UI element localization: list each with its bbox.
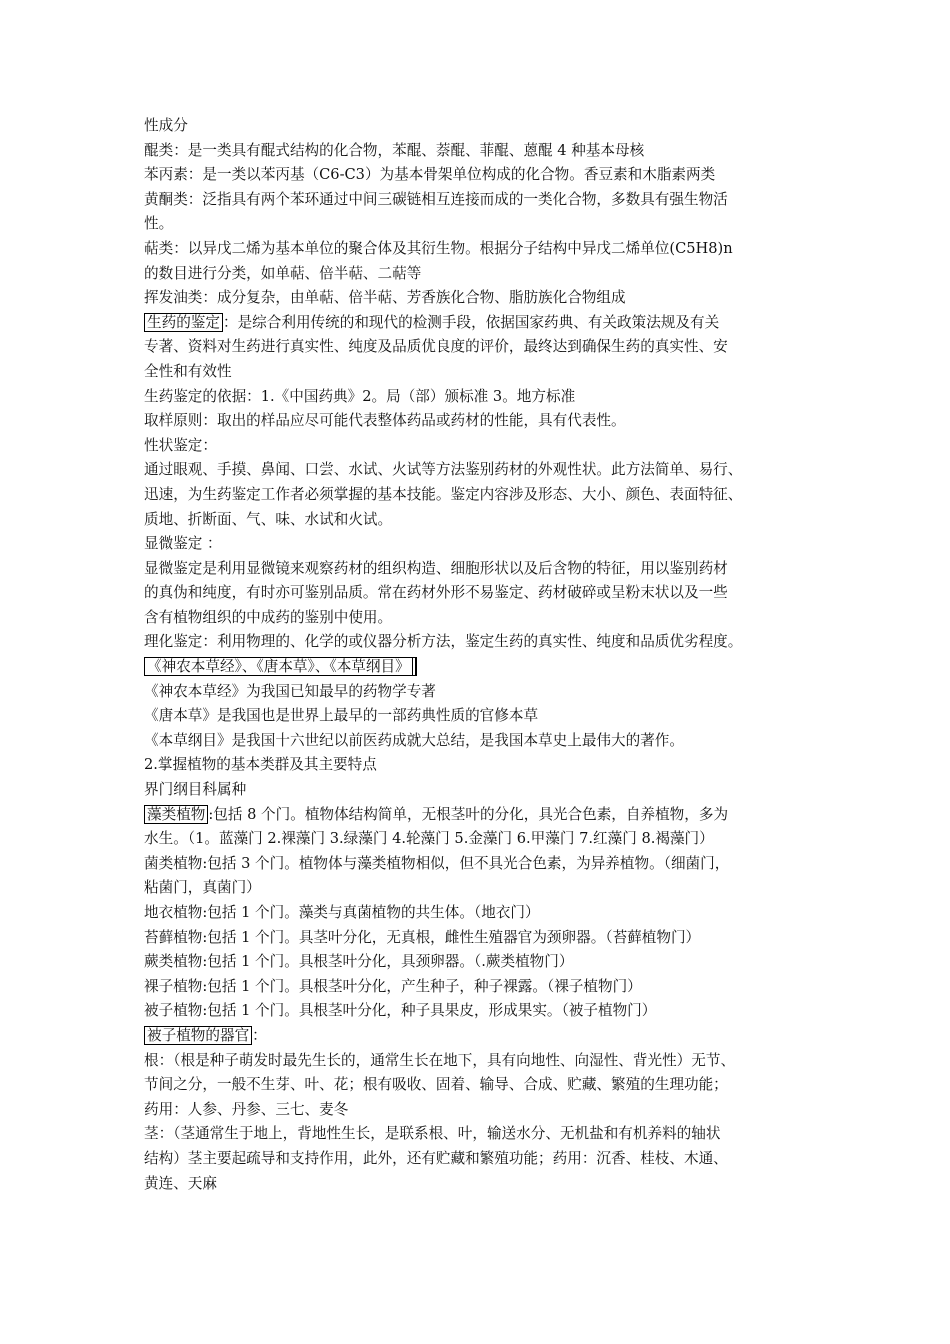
line-text: 《神农本草经》为我国已知最早的药物学专著	[144, 682, 436, 700]
text-line	[144, 483, 810, 508]
line-text: 含有植物组织的中成药的鉴别中使用。	[144, 608, 393, 626]
text-line	[144, 1073, 810, 1098]
line-text: 《本草纲目》是我国十六世纪以前医药成就大总结，是我国本草史上最伟大的著作。	[144, 731, 684, 749]
line-text: 生药鉴定的依据：1.《中国药典》2。局（部）颁标准 3。地方标准	[144, 387, 576, 405]
line-text: 裸子植物:包括 1 个门。具根茎叶分化，产生种子，种子裸露。（裸子植物门）	[144, 977, 642, 995]
line-text: 显微鉴定是利用显微镜来观察药材的组织构造、细胞形状以及后含物的特征，用以鉴别药材	[144, 559, 728, 577]
text-line	[144, 581, 810, 606]
text-line	[144, 655, 810, 680]
text-line	[144, 1024, 810, 1049]
line-text: 2.掌握植物的基本类群及其主要特点	[144, 756, 377, 774]
boxed-term: 生药的鉴定	[144, 313, 223, 332]
line-text: :包括 8 个门。植物体结构简单，无根茎叶的分化，具光合色素，自养植物，多为	[208, 805, 729, 823]
text-line	[144, 975, 810, 1000]
line-text: 萜类：以异戊二烯为基本单位的聚合体及其衍生物。根据分子结构中异戊二烯单位(C5H8)n	[144, 239, 733, 257]
text-line	[144, 409, 810, 434]
text-line	[144, 1049, 810, 1074]
line-text: 界门纲目科属种	[144, 781, 247, 799]
text-line	[144, 680, 810, 705]
text-line	[144, 926, 810, 951]
boxed-term: 藻类植物	[144, 805, 208, 824]
line-text: 挥发油类：成分复杂，由单萜、倍半萜、芳香族化合物、脂肪族化合物组成	[144, 289, 626, 307]
text-line	[144, 778, 810, 803]
text-line	[144, 827, 810, 852]
line-text: 黄酮类：泛指具有两个苯环通过中间三碳链相互连接而成的一类化合物，多数具有强生物活	[144, 190, 728, 208]
text-line	[144, 1098, 810, 1123]
line-text: 显微鉴定 ：	[144, 535, 222, 553]
text-line	[144, 335, 810, 360]
line-text: 迅速，为生药鉴定工作者必须掌握的基本技能。鉴定内容涉及形态、大小、颜色、表面特征、	[144, 485, 743, 503]
text-line	[144, 286, 810, 311]
line-text: 苔藓植物:包括 1 个门。具茎叶分化，无真根，雌性生殖器官为颈卵器。（苔藓植物门）	[144, 928, 701, 946]
line-text: 性成分	[144, 117, 188, 134]
line-text: 结构）茎主要起疏导和支持作用，此外，还有贮藏和繁殖功能；药用：沉香、桂枝、木通、	[144, 1149, 728, 1167]
text-line	[144, 950, 810, 975]
text-line	[144, 262, 810, 287]
line-text: ：	[252, 1026, 267, 1044]
text-line	[144, 803, 810, 828]
text-line	[144, 999, 810, 1024]
line-text: 的真伪和纯度，有时亦可鉴别品质。常在药材外形不易鉴定、药材破碎或呈粉末状以及一些	[144, 584, 728, 602]
line-text: ：是综合利用传统的和现代的检测手段，依据国家药典、有关政策法规及有关	[222, 313, 720, 331]
line-text: 取样原则：取出的样品应尽可能代表整体药品或药材的性能，具有代表性。	[144, 412, 626, 430]
text-line	[144, 311, 810, 336]
line-text: 水生。（1。蓝藻门 2.裸藻门 3.绿藻门 4.轮藻门 5.金藻门 6.甲藻门 7.红藻门 8.褐藻门）	[144, 830, 714, 848]
line-text: 性。	[144, 215, 174, 233]
boxed-term: 《神农本草经》、《唐本草》、《本草纲目》	[144, 657, 413, 676]
text-line	[144, 557, 810, 582]
line-text: 茎：（茎通常生于地上，背地性生长，是联系根、叶，输送水分、无机盐和有机养料的轴状	[144, 1125, 721, 1143]
line-text: 通过眼观、手摸、鼻闻、口尝、水试、火试等方法鉴别药材的外观性状。此方法简单、易行、	[144, 461, 743, 479]
text-line	[144, 385, 810, 410]
line-text: 质地、折断面、气、味、水试和火试。	[144, 510, 393, 528]
line-text: 性状鉴定：	[144, 436, 217, 454]
text-line	[144, 1172, 810, 1197]
text-line	[144, 114, 810, 139]
line-text: 根：（根是种子萌发时最先生长的，通常生长在地下，具有向地性、向湿性、背光性）无节、	[144, 1051, 736, 1069]
line-text: 专著、资料对生药进行真实性、纯度及品质优良度的评价，最终达到确保生药的真实性、安	[144, 338, 728, 356]
text-line	[144, 237, 810, 262]
text-line	[144, 360, 810, 385]
text-line	[144, 606, 810, 631]
document-page	[144, 114, 810, 1196]
line-text: 全性和有效性	[144, 362, 232, 380]
line-text: 药用：人参、丹参、三七、麦冬	[144, 1100, 349, 1118]
line-text: 节间之分，一般不生芽、叶、花；根有吸收、固着、输导、合成、贮藏、繁殖的生理功能；	[144, 1076, 728, 1094]
text-line	[144, 876, 810, 901]
text-line	[144, 729, 810, 754]
text-line	[144, 852, 810, 877]
text-line	[144, 630, 810, 655]
line-text: 的数目进行分类，如单萜、倍半萜、二萜等	[144, 264, 422, 282]
text-line	[144, 532, 810, 557]
boxed-term: 被子植物的器官	[144, 1026, 252, 1045]
line-text: 理化鉴定：利用物理的、化学的或仪器分析方法，鉴定生药的真实性、纯度和品质优劣程度。	[144, 633, 743, 651]
text-line	[144, 901, 810, 926]
line-text: 醌类：是一类具有醌式结构的化合物，苯醌、萘醌、菲醌、蒽醌 4 种基本母核	[144, 141, 645, 159]
line-text: 菌类植物:包括 3 个门。植物体与藻类植物相似，但不具光合色素，为异养植物。（细菌门，	[144, 854, 730, 872]
line-text: 被子植物:包括 1 个门。具根茎叶分化，种子具果皮，形成果实。（被子植物门）	[144, 1002, 657, 1020]
line-text: 地衣植物:包括 1 个门。藻类与真菌植物的共生体。（地衣门）	[144, 904, 540, 921]
line-text: 蕨类植物:包括 1 个门。具根茎叶分化，具颈卵器。（.蕨类植物门）	[144, 953, 574, 971]
text-line	[144, 434, 810, 459]
line-text: 《唐本草》是我国也是世界上最早的一部药典性质的官修本草	[144, 707, 539, 725]
line-text: 粘菌门，真菌门）	[144, 879, 261, 897]
text-line	[144, 1147, 810, 1172]
text-line	[144, 212, 810, 237]
text-line	[144, 458, 810, 483]
text-line	[144, 704, 810, 729]
text-line	[144, 188, 810, 213]
text-line	[144, 163, 810, 188]
text-line	[144, 753, 810, 778]
text-line	[144, 139, 810, 164]
text-line	[144, 508, 810, 533]
line-text: 苯丙素：是一类以苯丙基（C6-C3）为基本骨架单位构成的化合物。香豆素和木脂素两类	[144, 166, 716, 184]
text-line	[144, 1122, 810, 1147]
line-text: 黄连、天麻	[144, 1174, 217, 1192]
